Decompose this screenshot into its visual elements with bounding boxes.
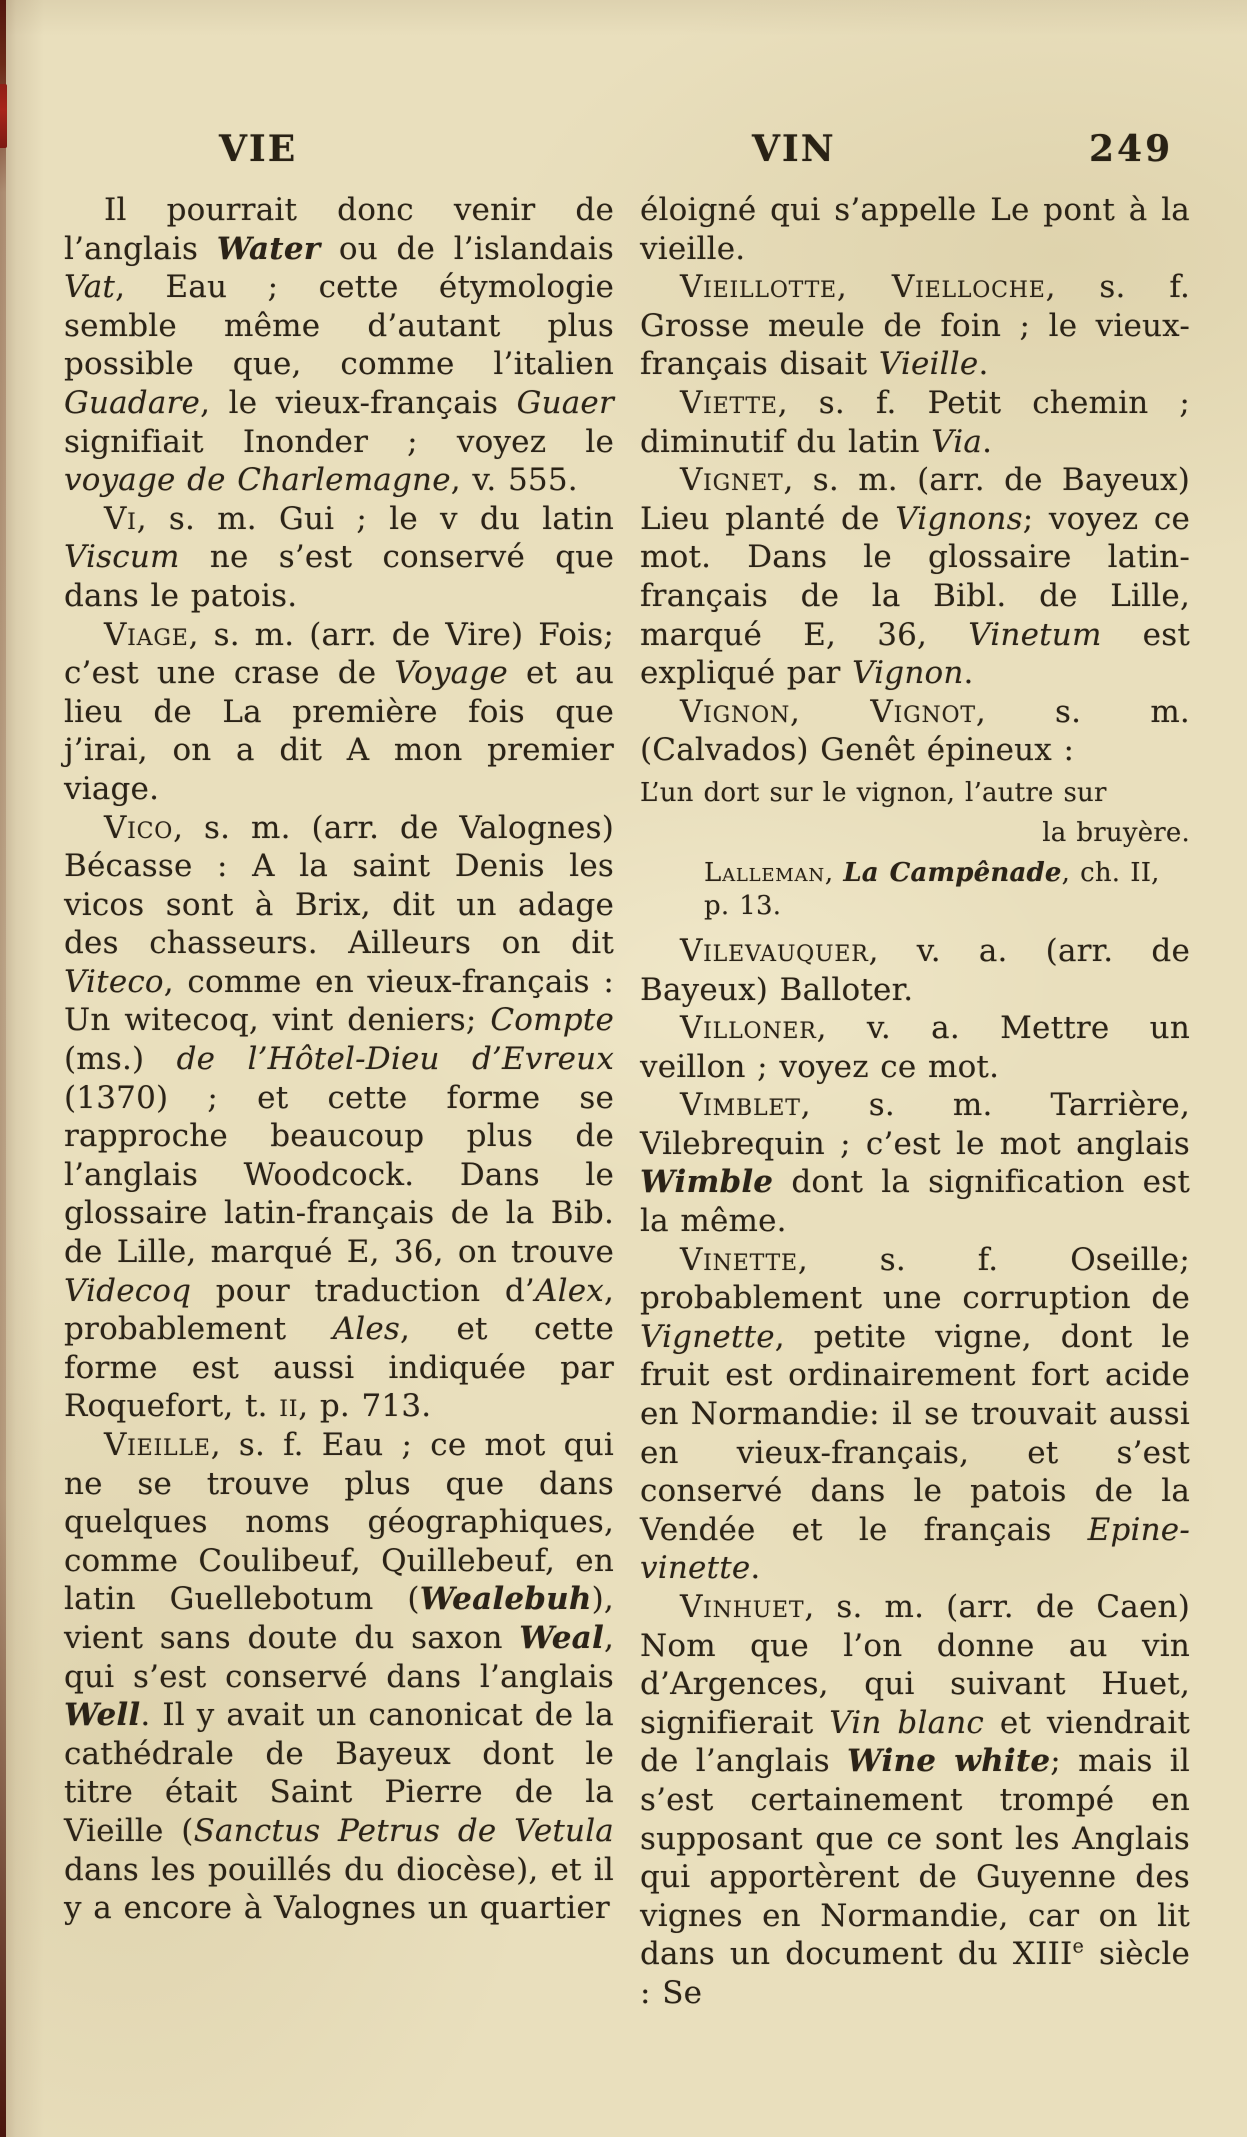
text-segment: Vilevauquer xyxy=(680,932,869,969)
text-segment: Epine-vinette xyxy=(640,1511,1190,1587)
text-segment: Vieille xyxy=(104,1427,211,1463)
entry-vieille: Vieille, s. f. Eau ; ce mot qui ne se trouve plus que dans quelques noms géographiques, comme Coulibeuf, Quillebeuf, en latin Guellebotum (Wealebuh), vient sans doute du saxon Weal, qui s’est conservé dans l’anglais Well. Il y avait un canonicat de la cathédrale de Bayeux dont le titre était Saint Pierre de la Vieille (Sanctus Petrus de Vetula dans les pouillés du diocèse), et il y a encore à Valognes un quartier xyxy=(64,1427,614,1927)
text-segment: Viscum xyxy=(64,539,180,576)
text-segment: Vat xyxy=(64,269,116,306)
text-segment: Vinette xyxy=(680,1241,798,1278)
text-segment: Lalleman xyxy=(704,857,825,888)
text-segment: Guaer xyxy=(516,384,614,421)
text-segment: Compte xyxy=(490,1002,614,1039)
entry-vinhuet: Vinhuet, s. m. (arr. de Caen) Nom que l’on donne au vin d’Argences, qui suivant Huet, signifierait Vin blanc et viendrait de l’anglais Wine white; mais il s’est certainement trompé en supposant que ce sont les Anglais qui apportèrent de Guyenne des vignes en Normandie, car on lit dans un document du XIIIe siècle : Se xyxy=(640,1589,1191,2011)
text-segment: de l’Hôtel-Dieu d’Evreux xyxy=(176,1041,614,1078)
entry-viage: Viage, s. m. (arr. de Vire) Fois; c’est une crase de Voyage et au lieu de La première fois que j’irai, on a dit A mon premier viage. xyxy=(64,616,614,807)
text-segment: Guadare xyxy=(64,384,201,421)
entry-vignon: Vignon, Vignot, s. m. (Calvados) Genêt épineux : xyxy=(640,693,1190,769)
text-segment: Vieillotte, Vielloche xyxy=(680,269,1046,306)
entry-vilevauquer: Vilevauquer, v. a. (arr. de Bayeux) Balloter. xyxy=(640,932,1190,1008)
text-segment: Wimble xyxy=(640,1164,774,1201)
continuation-paragraph-vieille: éloigné qui s’appelle Le pont à la vieille. xyxy=(640,192,1190,267)
text-segment: Vimblet xyxy=(680,1087,801,1124)
citation-lalleman: Lalleman, La Campênade, ch. II, p. 13. xyxy=(704,857,1160,921)
page-header xyxy=(0,128,1247,176)
column-left xyxy=(64,191,614,2013)
text-segment: Viage xyxy=(104,616,189,653)
text-segment: Videcoq xyxy=(64,1272,192,1309)
text-segment: Voyage xyxy=(394,655,508,692)
text-segment: Well xyxy=(64,1697,141,1734)
entry-vieillotte: Vieillotte, Vielloche, s. f. Grosse meule de foin ; le vieux-français disait Vieille. xyxy=(640,269,1190,383)
text-segment: Vi xyxy=(104,500,137,537)
quote-line-1: L’un dort sur le vignon, l’autre sur xyxy=(640,777,1107,808)
text-segment: e xyxy=(1072,1935,1085,1959)
running-head-right: VIN xyxy=(752,128,836,170)
text-segment: Wine white xyxy=(847,1743,1051,1780)
text-segment: Vignons xyxy=(895,500,1023,537)
text-segment: Vignet xyxy=(680,462,784,499)
entry-vi: Vi, s. m. Gui ; le v du latin Viscum ne s’est conservé que dans le patois. xyxy=(64,500,614,614)
page-number: 249 xyxy=(1089,128,1174,170)
text-segment: Sanctus Petrus de Vetula xyxy=(193,1812,614,1849)
text-segment: ii xyxy=(279,1388,299,1425)
text-segment: Vignon xyxy=(852,655,964,692)
text-segment: Via xyxy=(931,423,983,460)
entry-viette: Viette, s. f. Petit chemin ; diminutif du latin Via. xyxy=(640,384,1190,460)
entry-vinette: Vinette, s. f. Oseille; probablement une corruption de Vignette, petite vigne, dont le fruit est ordinairement fort acide en Normandie: il se trouvait aussi en vieux-français, et s’est conservé dans le patois de la Vendée et le français Epine-vinette. xyxy=(640,1241,1190,1587)
text-segment: Vieille xyxy=(878,346,979,383)
text-segment: Vico xyxy=(104,809,174,846)
text-segment: Ales xyxy=(332,1311,401,1348)
text-segment: Water xyxy=(216,230,321,267)
text-segment: Vignon, Vignot xyxy=(680,693,976,730)
text-segment: La Campênade xyxy=(843,857,1062,888)
text-segment: Vin blanc xyxy=(829,1704,984,1741)
quote-line-2: la bruyère. xyxy=(1042,817,1190,848)
text-segment: Viteco xyxy=(64,963,164,1000)
running-head-left: VIE xyxy=(219,128,298,170)
text-segment: Vignette xyxy=(640,1318,775,1355)
entry-villoner: Villoner, v. a. Mettre un veillon ; voyez ce mot. xyxy=(640,1010,1190,1085)
text-columns xyxy=(64,191,1190,2013)
gutter-shadow xyxy=(0,0,6,2137)
entry-vimblet: Vimblet, s. m. Tarrière, Vilebrequin ; c’est le mot anglais Wimble dont la signification est la même. xyxy=(640,1087,1190,1240)
column-right xyxy=(640,191,1190,2013)
text-segment: Weal xyxy=(519,1619,604,1656)
text-segment: voyage de Charlemagne xyxy=(64,462,451,499)
continuation-paragraph-vie: Il pourrait donc venir de l’anglais Water ou de l’islandais Vat, Eau ; cette étymologie semble même d’autant plus possible que, comme l’italien Guadare, le vieux-français Guaer signifiait Inonder ; voyez le voyage de Charlemagne, v. 555. xyxy=(64,192,614,499)
text-segment: Alex xyxy=(535,1272,604,1309)
text-segment: Villoner xyxy=(680,1010,817,1047)
text-segment: Vinhuet xyxy=(680,1589,805,1625)
entry-vignet: Vignet, s. m. (arr. de Bayeux) Lieu planté de Vignons; voyez ce mot. Dans le glossaire latin-français de la Bibl. de Lille, marqué E, 36, Vinetum est expliqué par Vignon. xyxy=(640,462,1190,692)
entry-vico: Vico, s. m. (arr. de Valognes) Bécasse : A la saint Denis les vicos sont à Brix, dit un adage des chasseurs. Ailleurs on dit Viteco, comme en vieux-français : Un witecoq, vint deniers; Compte (ms.) de l’Hôtel-Dieu d’Evreux (1370) ; et cette forme se rapproche beaucoup plus de l’anglais Woodcock. Dans le glossaire latin-français de la Bib. de Lille, marqué E, 36, on trouve Videcoq pour traduction d’Alex, probablement Ales, et cette forme est aussi indiquée par Roquefort, t. ii, p. 713. xyxy=(64,809,614,1425)
text-segment: Wealebuh xyxy=(419,1581,592,1618)
text-segment: Vinetum xyxy=(968,616,1102,653)
text-segment: Viette xyxy=(680,384,778,421)
